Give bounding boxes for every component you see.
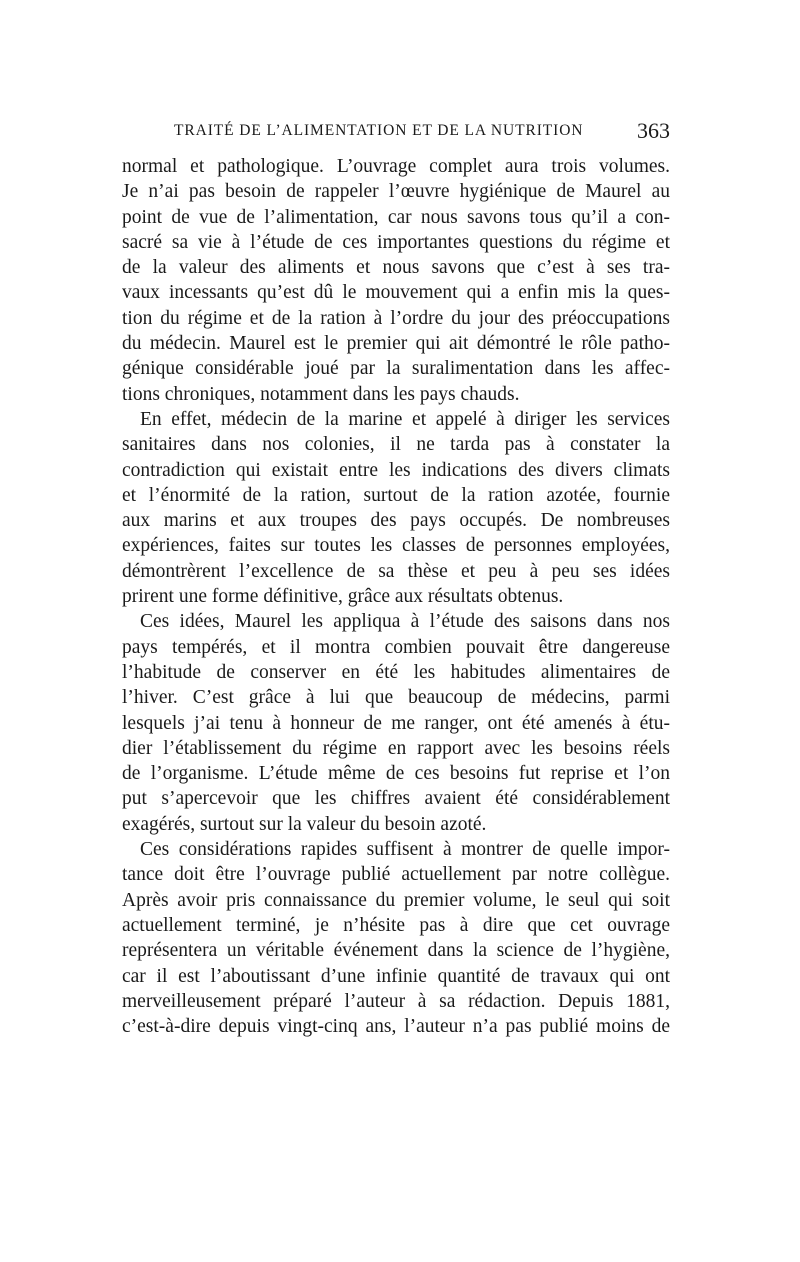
text-line: l’hiver. C’est grâce à lui que beaucoup de médecins, parmi bbox=[122, 687, 670, 709]
text-line: actuellement terminé, je n’hésite pas à dire que cet ouvrage bbox=[122, 914, 670, 936]
text-line: merveilleusement préparé l’auteur à sa rédaction. Depuis 1881, bbox=[122, 990, 670, 1012]
text-line: démontrèrent l’excellence de sa thèse et peu à peu ses idées bbox=[122, 560, 670, 582]
running-title: TRAITÉ DE L’ALIMENTATION ET DE LA NUTRITION bbox=[174, 122, 584, 139]
body-text bbox=[122, 154, 670, 1039]
text-line: Je n’ai pas besoin de rappeler l’œuvre hygiénique de Maurel au bbox=[122, 181, 670, 203]
text-line: pays tempérés, et il montra combien pouvait être dangereuse bbox=[122, 636, 670, 658]
text-line: vaux incessants qu’est dû le mouvement qui a enfin mis la ques- bbox=[122, 282, 670, 304]
text-line: de l’organisme. L’étude même de ces besoins fut reprise et l’on bbox=[122, 763, 670, 785]
paragraph-start-line: Ces idées, Maurel les appliqua à l’étude des saisons dans nos bbox=[140, 611, 670, 633]
paragraph-start-line: En effet, médecin de la marine et appelé à diriger les services bbox=[140, 408, 670, 430]
text-line: dier l’établissement du régime en rapport avec les besoins réels bbox=[122, 737, 670, 759]
paragraph-end-line: tions chroniques, notamment dans les pays chauds. bbox=[122, 383, 520, 405]
text-line: aux marins et aux troupes des pays occupés. De nombreuses bbox=[122, 510, 670, 532]
text-line: tion du régime et de la ration à l’ordre du jour des préoccupations bbox=[122, 307, 670, 329]
running-head bbox=[122, 118, 670, 146]
paragraph-end-line: exagérés, surtout sur la valeur du besoin azoté. bbox=[122, 813, 487, 835]
text-line: représentera un véritable événement dans la science de l’hygiène, bbox=[122, 940, 670, 962]
text-line: expériences, faites sur toutes les classes de personnes employées, bbox=[122, 535, 670, 557]
text-line: sanitaires dans nos colonies, il ne tarda pas à constater la bbox=[122, 434, 670, 456]
text-line: put s’apercevoir que les chiffres avaient été considérablement bbox=[122, 788, 670, 810]
text-line: lesquels j’ai tenu à honneur de me ranger, ont été amenés à étu- bbox=[122, 712, 670, 734]
text-line: du médecin. Maurel est le premier qui ait démontré le rôle patho- bbox=[122, 333, 670, 355]
text-line: car il est l’aboutissant d’une infinie quantité de travaux qui ont bbox=[122, 965, 670, 987]
text-line: l’habitude de conserver en été les habitudes alimentaires de bbox=[122, 661, 670, 683]
text-line: génique considérable joué par la suralimentation dans les affec- bbox=[122, 358, 670, 380]
paragraph-end-line: prirent une forme définitive, grâce aux résultats obtenus. bbox=[122, 586, 564, 608]
text-line: Après avoir pris connaissance du premier volume, le seul qui soit bbox=[122, 889, 670, 911]
text-line: contradiction qui existait entre les indications des divers climats bbox=[122, 459, 670, 481]
text-line: normal et pathologique. L’ouvrage complet aura trois volumes. bbox=[122, 156, 670, 177]
text-line: tance doit être l’ouvrage publié actuellement par notre collègue. bbox=[122, 864, 670, 886]
text-line: point de vue de l’alimentation, car nous savons tous qu’il a con- bbox=[122, 206, 670, 228]
text-line: sacré sa vie à l’étude de ces importantes questions du régime et bbox=[122, 231, 670, 253]
page-number: 363 bbox=[637, 118, 670, 143]
text-line: et l’énormité de la ration, surtout de la ration azotée, fournie bbox=[122, 484, 670, 506]
paragraph-start-line: Ces considérations rapides suffisent à montrer de quelle impor- bbox=[140, 839, 670, 861]
text-line: de la valeur des aliments et nous savons que c’est à ses tra- bbox=[122, 257, 670, 279]
text-line: c’est-à-dire depuis vingt-cinq ans, l’auteur n’a pas publié moins de bbox=[122, 1016, 670, 1038]
